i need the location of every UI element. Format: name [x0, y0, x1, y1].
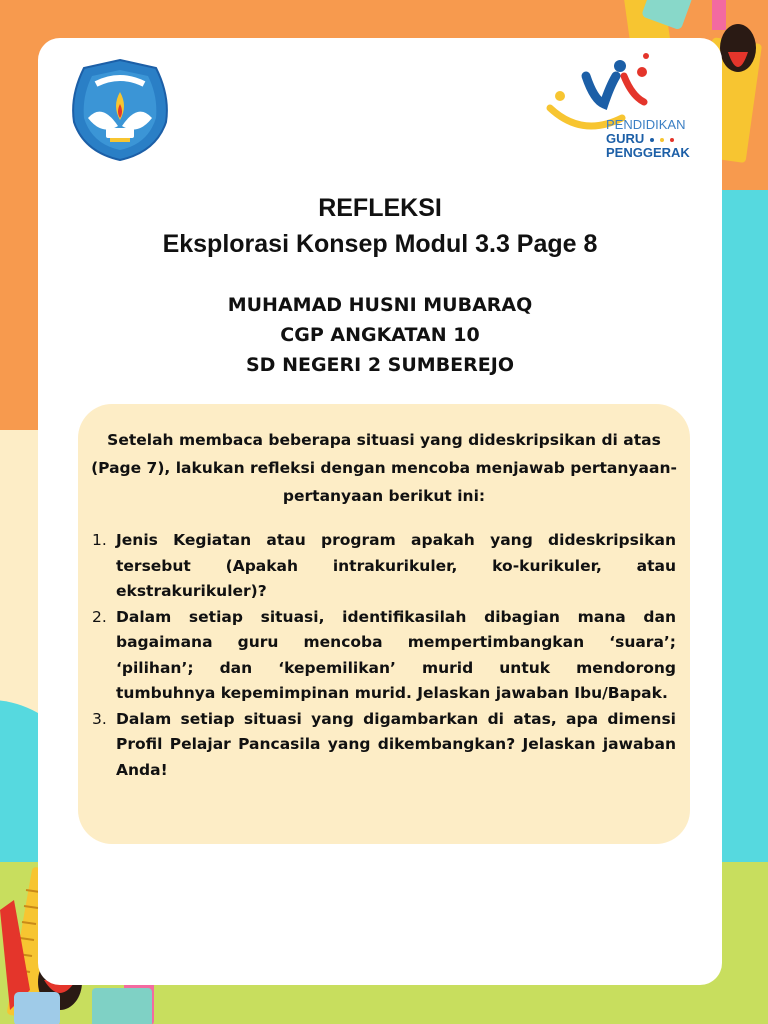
- logo-dots: [644, 131, 674, 146]
- reflection-box: [78, 404, 690, 844]
- guru-penggerak-text: [606, 118, 690, 160]
- author-name: MUHAMAD HUSNI MUBARAQ: [227, 294, 533, 316]
- logo-text-pendidikan: PENDIDIKAN: [606, 117, 686, 132]
- question-text: Dalam setiap situasi yang digambarkan di atas, apa dimensi Profil Pelajar Pancasila yang dikembangkan? Jelaskan jawaban Anda!: [116, 709, 676, 779]
- page-subtitle: Eksplorasi Konsep Modul 3.3 Page 8: [162, 230, 598, 258]
- question-item: [92, 528, 676, 605]
- author-cohort: CGP ANGKATAN 10: [280, 324, 480, 346]
- logo-text-penggerak: PENGGERAK: [606, 145, 690, 160]
- question-number: 3.: [92, 709, 107, 728]
- question-number: 1.: [92, 531, 107, 549]
- main-card: [38, 38, 722, 985]
- author-school: SD NEGERI 2 SUMBEREJO: [246, 354, 514, 376]
- reflection-intro: Setelah membaca beberapa situasi yang dideskripsikan di atas (Page 7), lakukan refleksi dengan mencoba menjawab pertanyaan-pertanyaan berikut ini:: [91, 431, 677, 505]
- question-item: [92, 707, 676, 784]
- question-text: Jenis Kegiatan atau program apakah yang dideskripsikan tersebut (Apakah intrakurikuler, ko-kurikuler, atau ekstrakurikuler)?: [116, 531, 676, 600]
- question-number: 2.: [92, 607, 107, 626]
- logo-text-guru-word: GURU: [606, 131, 645, 146]
- question-item: [92, 605, 676, 707]
- author-block: [38, 290, 722, 380]
- tut-wuri-handayani-logo: [66, 56, 174, 164]
- question-text: Dalam setiap situasi, identifikasilah dibagian mana dan bagaimana guru mencoba mempertimbangkan ‘suara’; ‘pilihan’; dan ‘kepemilikan’ murid untuk mendorong tumbuhnya kepemimpinan murid. Jelaskan jawaban Ibu/Bapak.: [116, 607, 676, 702]
- logo-text-guru: [606, 132, 690, 146]
- question-list: [92, 528, 676, 783]
- page-title: REFLEKSI: [318, 194, 442, 222]
